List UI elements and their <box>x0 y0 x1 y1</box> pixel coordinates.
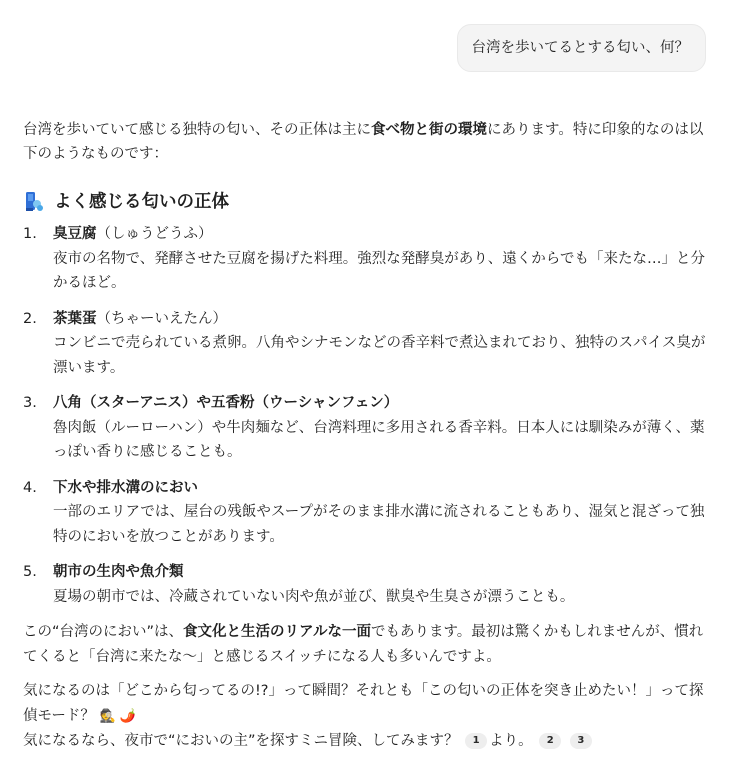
list-item-description: 一部のエリアでは、屋台の残飯やスープがそのまま排水溝に流されることもあり、湿気と混ざって独特のにおいを放つことがあります。 <box>53 504 705 545</box>
list-item-number: 4. <box>23 479 37 496</box>
list-item-number: 5. <box>23 564 37 580</box>
closing-bold-text: 食文化と生活のリアルな一面 <box>183 624 371 640</box>
list-item-title: 下水や排水溝のにおい <box>53 479 198 496</box>
list-item-description: 夏場の朝市では、冷蔵されていない肉や魚が並び、獣臭や生臭さが漂うことも。 <box>53 588 575 605</box>
followup-invite: 気になるなら、夜市で“においの主”を探すミニ冒険、してみます？ <box>23 733 459 749</box>
intro-bold-text: 食べ物と街の環境 <box>371 122 487 138</box>
list-item <box>23 222 713 296</box>
user-message-text: 台湾を歩いてるとする匂い、何？ <box>471 40 689 56</box>
section-title: よく感じる匂いの正体 <box>54 192 229 212</box>
list-item-number: 1. <box>23 226 37 242</box>
scent-list <box>23 222 713 609</box>
intro-text: 台湾を歩いていて感じる独特の匂い、その正体は主に <box>23 122 371 138</box>
detective-icon <box>23 191 45 213</box>
detective-chili-emoji: 🕵️ 🌶️ <box>99 708 137 724</box>
answer-closing <box>23 620 713 669</box>
list-item-title: 朝市の生肉や魚介類 <box>53 564 184 580</box>
followup-from: より。 <box>489 733 533 749</box>
assistant-answer <box>23 118 713 754</box>
list-item <box>23 307 713 381</box>
list-item-number: 3. <box>23 395 37 411</box>
citation-1[interactable]: 1 <box>465 733 487 749</box>
section-heading <box>23 190 713 214</box>
list-item-title: 八角（スターアニス）や五香粉（ウーシャンフェン） <box>53 395 399 411</box>
answer-followup <box>23 679 713 754</box>
intro-text-end: にあります。特に印象的なのは以下のようなものです： <box>23 122 704 162</box>
list-item-title: 茶葉蛋（ちゃーいえたん） <box>53 310 227 327</box>
citation-3[interactable]: 3 <box>570 733 592 749</box>
list-item <box>23 560 713 609</box>
list-item-description: 夜市の名物で、発酵させた豆腐を揚げた料理。強烈な発酵臭があり、遠くからでも「来たな…」と分かるほど。 <box>53 250 706 291</box>
list-item-number: 2. <box>23 310 37 327</box>
list-item-description: コンビニで売られている煮卵。八角やシナモンなどの香辛料で煮込まれており、独特のスパイス臭が漂います。 <box>53 335 706 376</box>
closing-text: この“台湾のにおい”は、 <box>23 624 184 640</box>
list-item <box>23 391 713 465</box>
answer-intro <box>23 118 713 166</box>
user-message-bubble <box>457 24 707 72</box>
citation-2[interactable]: 2 <box>539 733 561 749</box>
list-item-description: 魯肉飯（ルーローハン）や牛肉麺など、台湾料理に多用される香辛料。日本人には馴染みが薄く、薬っぽい香りに感じることも。 <box>53 419 705 460</box>
closing-text-end: でもあります。最初は驚くかもしれませんが、慣れてくると「台湾に来たな〜」と感じるスイッチになる人も多いんですよ。 <box>23 624 704 665</box>
followup-question: 気になるのは「どこから匂ってるの!?」って瞬間？それとも「この匂いの正体を突き止めたい！」って探偵モード？ <box>23 683 704 724</box>
list-item-title: 臭豆腐（しゅうどうふ） <box>53 226 213 242</box>
list-item <box>23 476 713 550</box>
